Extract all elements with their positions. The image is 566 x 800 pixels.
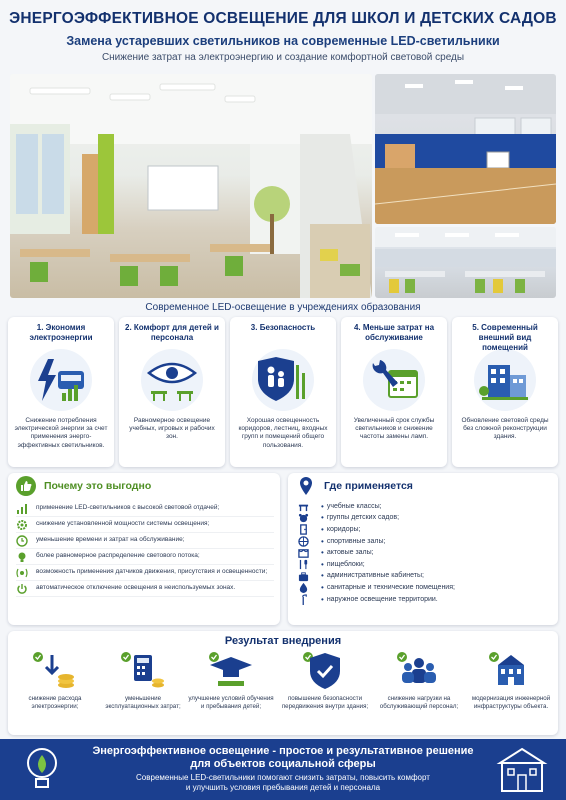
benefit-card-2 [119, 317, 225, 467]
result-desc: модернизация инженерной инфраструктуры объекта. [471, 695, 551, 710]
building-icon [474, 349, 536, 411]
list-item: • пищеблоки; [298, 559, 552, 571]
list-item: снижение установленной мощности системы освещения; [16, 517, 274, 533]
eye-classroom-icon [141, 349, 203, 411]
result-item-3 [186, 651, 276, 710]
benefit-card-1 [8, 317, 114, 467]
sensor-icon [16, 567, 28, 579]
footer [0, 739, 566, 800]
power-icon [16, 583, 28, 595]
list-item: • группы детских садов; [298, 513, 552, 525]
ball-icon [298, 536, 309, 547]
benefit-title: 5. Современный внешний вид помещений [472, 323, 538, 352]
list-item: • коридоры; [298, 524, 552, 536]
result-title: Результат внедрения [224, 635, 342, 647]
school-building-icon [488, 651, 534, 691]
where-title: Где применяется [324, 480, 413, 492]
list-item: • актовые залы; [298, 547, 552, 559]
classroom-photo [10, 74, 372, 298]
dining-hall-photo [375, 227, 556, 298]
page-tagline: Снижение затрат на электроэнергию и создание комфортной световой среды [101, 52, 465, 63]
benefit-title: 4. Меньше затрат на обслуживание [353, 323, 435, 342]
door-icon [298, 524, 309, 535]
benefit-card-4 [341, 317, 447, 467]
clock-icon [16, 535, 28, 547]
briefcase-icon [298, 571, 309, 582]
location-pin-icon [296, 476, 316, 496]
wrench-calendar-icon [363, 349, 425, 411]
kitchen-icon [298, 559, 309, 570]
school-outline-icon [494, 745, 550, 795]
benefit-card-5 [452, 317, 558, 467]
benefit-desc: Хорошая освещенность коридоров, лестниц, входных групп и помещений общего пользования. [238, 417, 328, 449]
where-header [288, 473, 558, 499]
result-item-5 [374, 651, 464, 710]
list-item: применение LED-светильников с высокой световой отдачей; [16, 501, 274, 517]
benefit-title: 2. Комфорт для детей и персонала [125, 323, 219, 342]
graduation-cap-icon [208, 651, 254, 691]
shield-family-icon [252, 349, 314, 411]
footer-line-2: для объектов социальной сферы [190, 758, 376, 770]
people-group-icon [396, 651, 442, 691]
benefit-desc: Обновление световой среды без сложной реконструкции здания. [461, 417, 549, 441]
benefit-desc: Снижение потребления электрической энергии за счет применения энерго-эффективных светильников. [14, 417, 108, 449]
benefit-card-3 [230, 317, 336, 467]
footer-line-4: и улучшить условия пребывания детей и персонала [185, 783, 381, 792]
desk-icon [298, 501, 309, 512]
footer-line-1: Энергоэффективное освещение - простое и результативное решение [92, 745, 474, 757]
result-desc: снижение расхода электроэнергии; [28, 695, 82, 710]
calculator-coins-icon [120, 651, 166, 691]
list-item: • учебные классы; [298, 501, 552, 513]
theater-icon [298, 548, 309, 559]
where-list [288, 499, 558, 605]
page-subtitle: Замена устаревших светильников на современные LED-светильники [66, 34, 500, 48]
header [0, 0, 566, 72]
result-item-4 [280, 651, 370, 710]
why-title: Почему это выгодно [44, 480, 152, 492]
eco-lightbulb-icon [22, 745, 62, 793]
result-panel [8, 631, 558, 735]
result-item-1 [10, 651, 100, 710]
lightbulb-icon [16, 551, 28, 563]
section-banner: Современное LED-освещение в учреждениях образования [145, 302, 421, 313]
result-desc: улучшение условий обучения и пребывания детей; [188, 695, 274, 710]
why-panel [8, 473, 280, 625]
where-panel [288, 473, 558, 625]
photo-collage [10, 74, 556, 298]
page-title: ЭНЕРГОЭФФЕКТИВНОЕ ОСВЕЩЕНИЕ ДЛЯ ШКОЛ И ДЕТСКИХ САДОВ [9, 10, 557, 27]
benefit-title: 1. Экономия электроэнергии [29, 323, 93, 342]
benefit-desc: Равномерное освещение учебных, игровых и рабочих зон. [129, 417, 215, 441]
result-desc: снижение нагрузки на обслуживающий персонал; [379, 695, 459, 710]
result-item-2 [98, 651, 188, 710]
bar-chart-icon [16, 503, 28, 515]
teddy-bear-icon [298, 513, 309, 524]
why-list [8, 499, 280, 597]
benefits-row [8, 317, 558, 467]
lightning-meter-icon [30, 349, 92, 411]
result-items [8, 651, 558, 733]
shield-check-icon [302, 651, 348, 691]
list-item: • наружное освещение территории. [298, 594, 552, 606]
benefit-title: 3. Безопасность [250, 323, 316, 332]
result-desc: уменьшение эксплуатационных затрат; [105, 695, 181, 710]
footer-line-3: Современные LED-светильники помогают снизить затраты, повысить комфорт [136, 773, 430, 782]
water-drop-icon [298, 582, 309, 593]
list-item: более равномерное распределение светового потока; [16, 549, 274, 565]
gym-photo [375, 74, 556, 224]
street-lamp-icon [298, 594, 309, 605]
benefit-desc: Увеличенный срок службы светильников и снижение частоты замены ламп. [353, 417, 435, 441]
why-header [8, 473, 280, 499]
list-item: • административные кабинеты; [298, 571, 552, 583]
list-item: автоматическое отключение освещения в неиспользуемых зонах. [16, 581, 274, 597]
result-item-6 [466, 651, 556, 710]
gear-icon [16, 519, 28, 531]
list-item: уменьшение времени и затрат на обслуживание; [16, 533, 274, 549]
list-item: возможность применения датчиков движения, присутствия и освещенности; [16, 565, 274, 581]
result-desc: повышение безопасности передвижения внутри здания; [281, 695, 369, 710]
list-item: • санитарные и технические помещения; [298, 582, 552, 594]
thumbs-up-icon [16, 476, 36, 496]
list-item: • спортивные залы; [298, 536, 552, 548]
coins-down-icon [32, 651, 78, 691]
